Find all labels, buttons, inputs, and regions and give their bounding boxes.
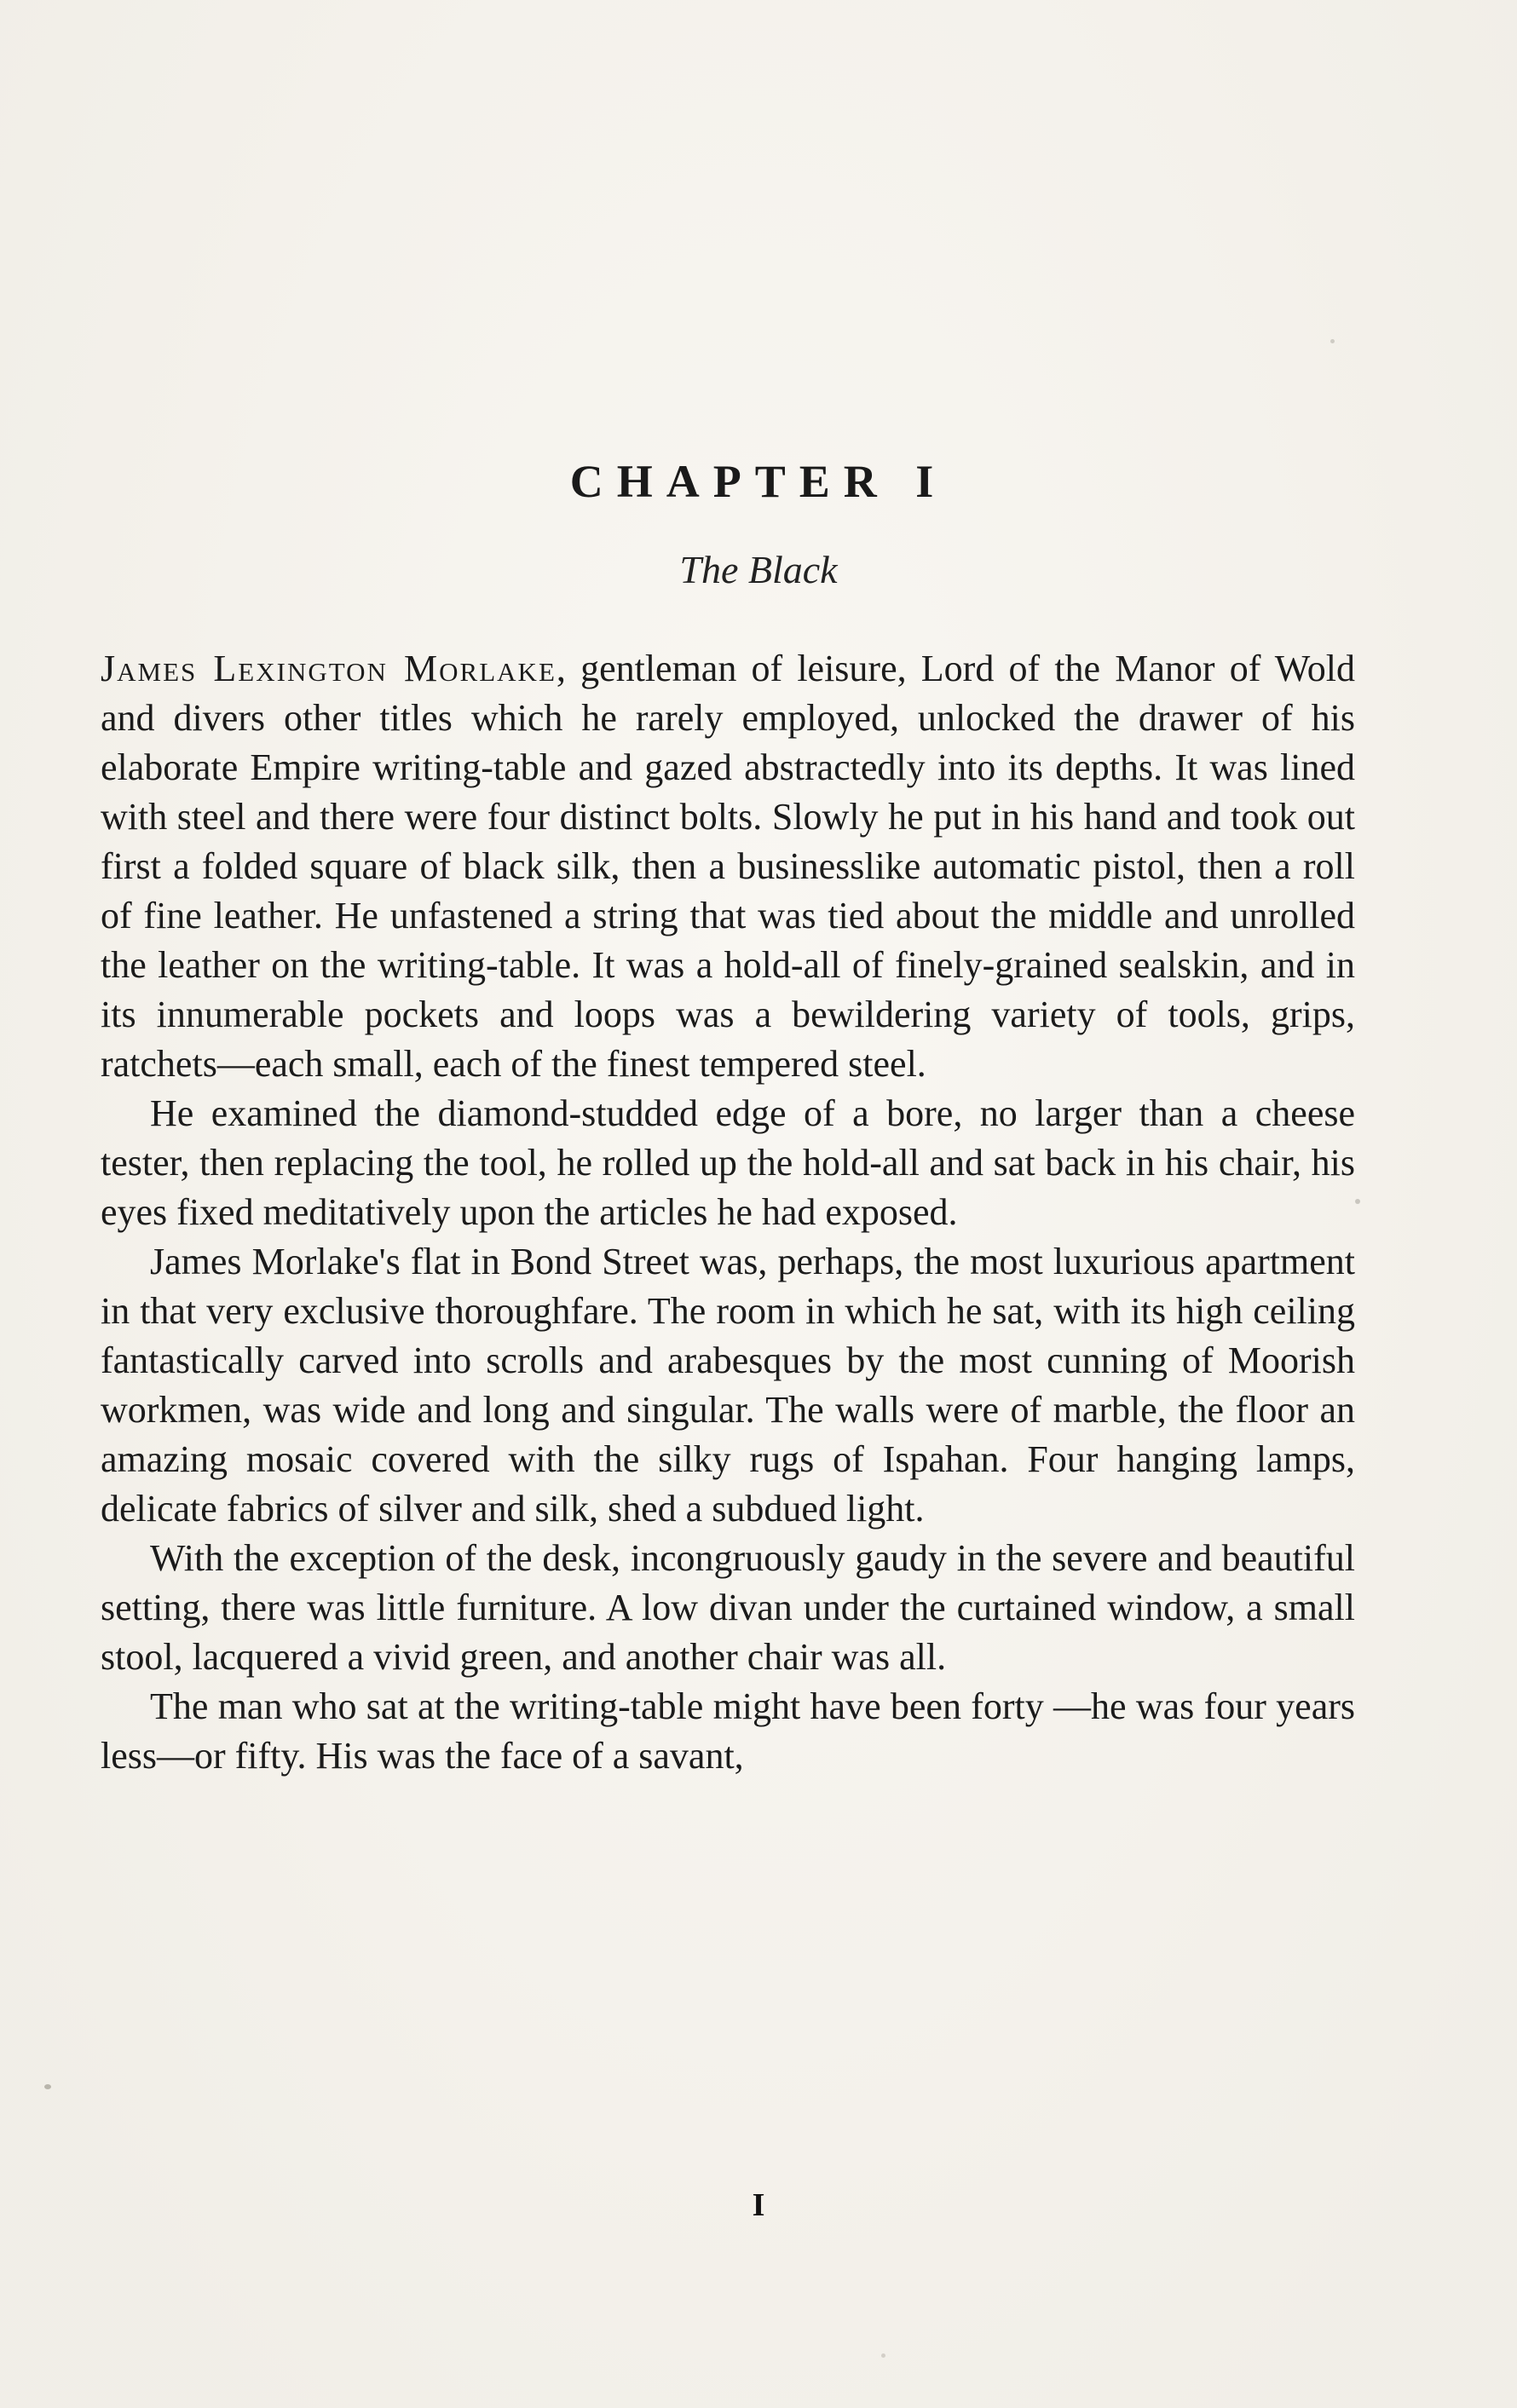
chapter-heading: CHAPTER I [569,456,948,507]
opening-paragraph-text: , gentleman of leisure, Lord of the Manor of Wold and divers other titles which he rarely employed, unlocked the drawer of his elaborate Empire writing-table and gazed abstractedly into its depths. It was lined with steel and there were four distinct bolts. Slowly he put in his hand and took out first a folded square of black silk, then a businesslike automatic pistol, then a roll of fine leather. He unfastened a string that was tied about the middle and unrolled the leather on the writing-table. It was a hold-all of finely-grained sealskin, and in its innumerable pockets and loops was a bewildering variety of tools, grips, ratchets—each small, each of the finest tempered steel. [101,648,1355,1085]
paragraph: With the exception of the desk, incongruously gaudy in the severe and beautiful setting, there was little furniture. A low divan under the curtained window, a small stool, lacquered a vivid green, and another chair was all. [101,1537,1355,1678]
paragraph: The man who sat at the writing-table might have been forty —he was four years less—or fifty. His was the face of a savant, [101,1685,1355,1777]
scan-speck [881,2353,885,2358]
opening-paragraph [101,644,1355,1089]
body-text [101,644,1355,1781]
paragraph: He examined the diamond-studded edge of a bore, no larger than a cheese tester, then replacing the tool, he rolled up the hold-all and sat back in his chair, his eyes fixed meditatively upon the articles he had exposed. [101,1092,1355,1233]
scan-speck [1355,1199,1360,1204]
paragraph: James Morlake's flat in Bond Street was, perhaps, the most luxurious apartment in that very exclusive thoroughfare. The room in which he sat, with its high ceiling fantastically carved into scrolls and arabesques by the most cunning of Moorish workmen, was wide and long and singular. The walls were of marble, the floor an amazing mosaic covered with the silky rugs of Ispahan. Four hanging lamps, delicate fabrics of silver and silk, shed a subdued light. [101,1241,1355,1529]
page-number: I [752,2187,765,2223]
small-caps-character-name: James Lexington Morlake [101,648,557,689]
chapter-subtitle: The Black [679,548,838,591]
scan-speck [1330,339,1335,343]
scan-speck [44,2084,51,2089]
